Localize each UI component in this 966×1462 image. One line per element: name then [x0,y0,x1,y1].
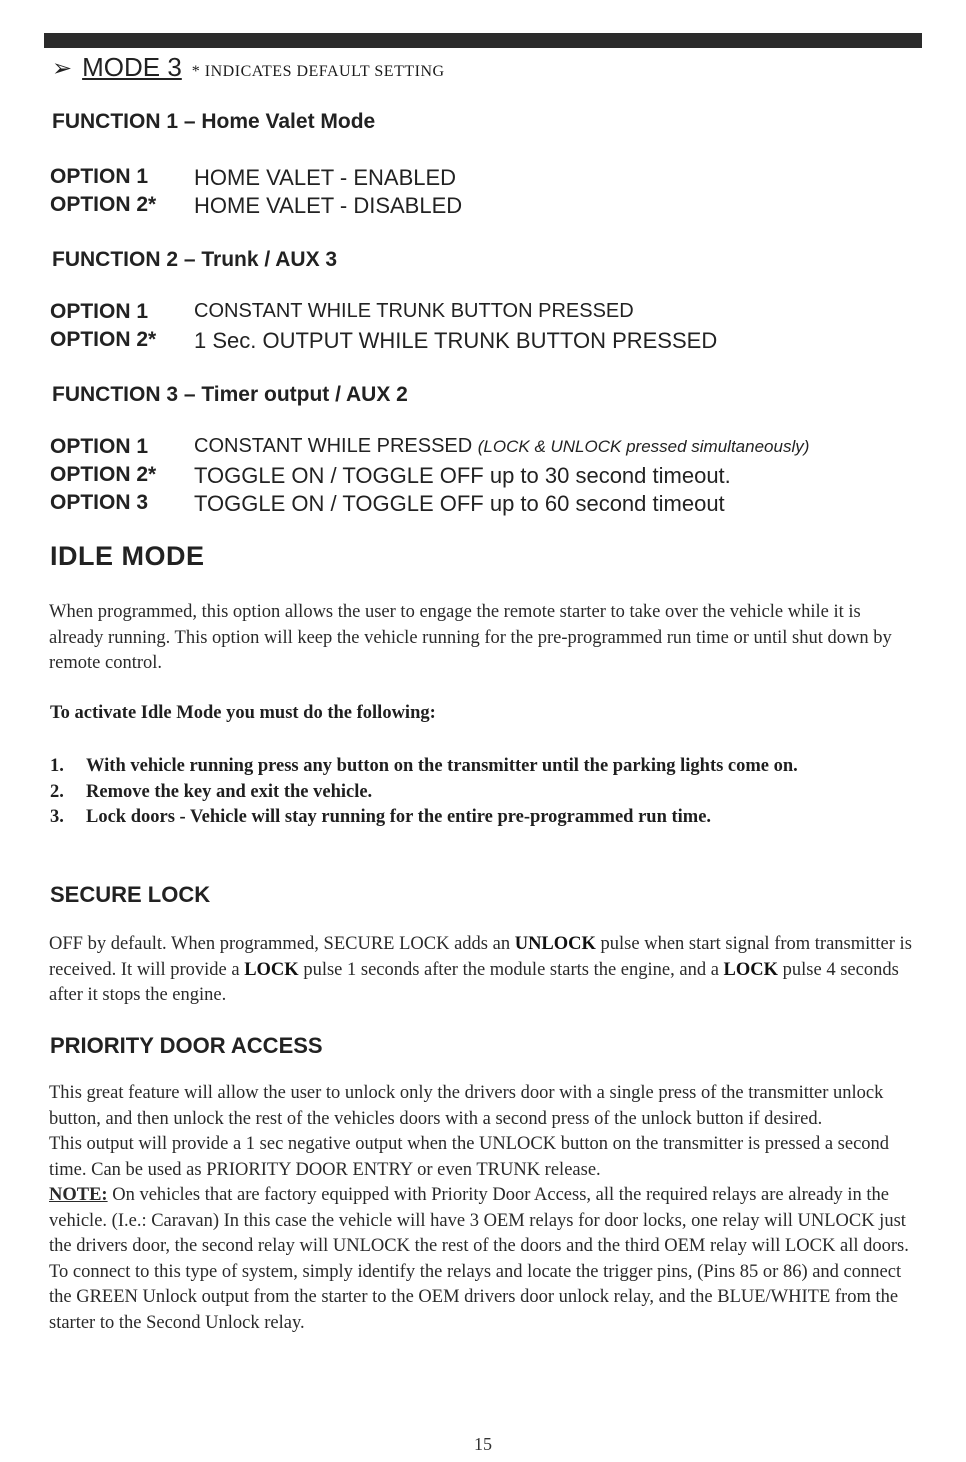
option-value: TOGGLE ON / TOGGLE OFF up to 30 second timeout. [194,463,731,488]
secure-lock-paragraph [49,932,919,1009]
function-1-title: FUNCTION 1 – Home Valet Mode [52,110,376,133]
page-number: 15 [474,1434,492,1454]
option-key: OPTION 1 [50,300,149,323]
function-3-title: FUNCTION 3 – Timer output / AUX 2 [52,383,408,406]
arrow-bullet-icon: ➢ [52,55,73,82]
list-item [50,754,920,780]
header-rule [44,33,922,48]
option-value [194,435,809,458]
option-value: TOGGLE ON / TOGGLE OFF up to 60 second timeout [194,491,725,516]
step-text: With vehicle running press any button on the transmitter until the parking lights come on. [86,756,798,776]
default-setting-note: * INDICATES DEFAULT SETTING [191,63,445,80]
idle-mode-intro: To activate Idle Mode you must do the following: [50,703,436,723]
note-text: On vehicles that are factory equipped with Priority Door Access, all the required relays are already in the vehicle. (I.e.: Caravan) In this case the vehicle will have 3 OEM relays for door locks, one relay will UNLOCK just the drivers door, the second relay will UNLOCK the rest of the doors and the third OEM relay will LOCK all doors. [49,1185,909,1256]
list-item [50,805,920,831]
option-key: OPTION 2* [50,328,157,351]
option-value: 1 Sec. OUTPUT WHILE TRUNK BUTTON PRESSED [194,328,718,353]
idle-mode-text: When programmed, this option allows the user to engage the remote starter to take over the vehicle while it is already running. This option will keep the vehicle running for the pre-programmed run time or until shut down by remote control. [49,602,892,673]
text-run: OFF by default. When programmed, SECURE LOCK adds an [49,934,515,954]
secure-lock-text [49,932,919,1009]
step-number: 3. [50,807,64,827]
option-value: HOME VALET - DISABLED [194,193,463,218]
option-key: OPTION 3 [50,491,149,514]
bold-run: LOCK [244,959,299,980]
priority-text-3 [49,1183,919,1260]
text-run: pulse when start signal from transmitter is received. It will provide a [49,934,912,980]
option-value: CONSTANT WHILE TRUNK BUTTON PRESSED [194,300,634,322]
idle-mode-steps [50,754,920,831]
option-text: CONSTANT WHILE PRESSED [194,435,473,457]
note-label: NOTE: [49,1185,108,1205]
priority-text-1: This great feature will allow the user to unlock only the drivers door with a single press of the transmitter unlock button, and then unlock the rest of the vehicles doors with a second press of the unlock button if desired. [49,1083,884,1129]
option-value: HOME VALET - ENABLED [194,165,457,190]
list-item [50,780,920,806]
mode-header [52,52,445,83]
function-2-title: FUNCTION 2 – Trunk / AUX 3 [52,248,338,271]
option-key: OPTION 1 [50,165,149,188]
bold-run: UNLOCK [514,934,596,954]
priority-door-access-paragraph [49,1081,919,1336]
mode-title: MODE 3 [82,52,182,82]
step-text: Remove the key and exit the vehicle. [86,781,373,802]
priority-text-2: This output will provide a 1 sec negative output when the UNLOCK button on the transmitter is pressed a second time. Can be used as PRIORITY DOOR ENTRY or even TRUNK release. [49,1134,890,1180]
text-run: pulse 1 seconds after the module starts the engine, and a [298,959,724,980]
text-run: pulse 4 seconds after it stops the engine. [49,959,899,1005]
bold-run: LOCK [723,959,779,980]
secure-lock-heading: SECURE LOCK [50,882,211,907]
priority-door-access-heading: PRIORITY DOOR ACCESS [50,1033,323,1058]
idle-mode-heading: IDLE MODE [50,541,205,571]
option-key: OPTION 2* [50,193,157,216]
step-number: 2. [50,781,64,802]
option-note: (LOCK & UNLOCK pressed simultaneously) [477,437,810,456]
step-number: 1. [50,756,64,776]
idle-mode-paragraph [49,600,919,677]
step-text: Lock doors - Vehicle will stay running for the entire pre-programmed run time. [86,807,712,827]
option-key: OPTION 1 [50,435,149,458]
priority-text-4: To connect to this type of system, simply identify the relays and locate the trigger pins, (Pins 85 or 86) and connect the GREEN Unlock output from the starter to the OEM drivers door unlock relay, and the BLUE/WHITE from the starter to the Second Unlock relay. [49,1261,902,1333]
option-key: OPTION 2* [50,463,157,486]
